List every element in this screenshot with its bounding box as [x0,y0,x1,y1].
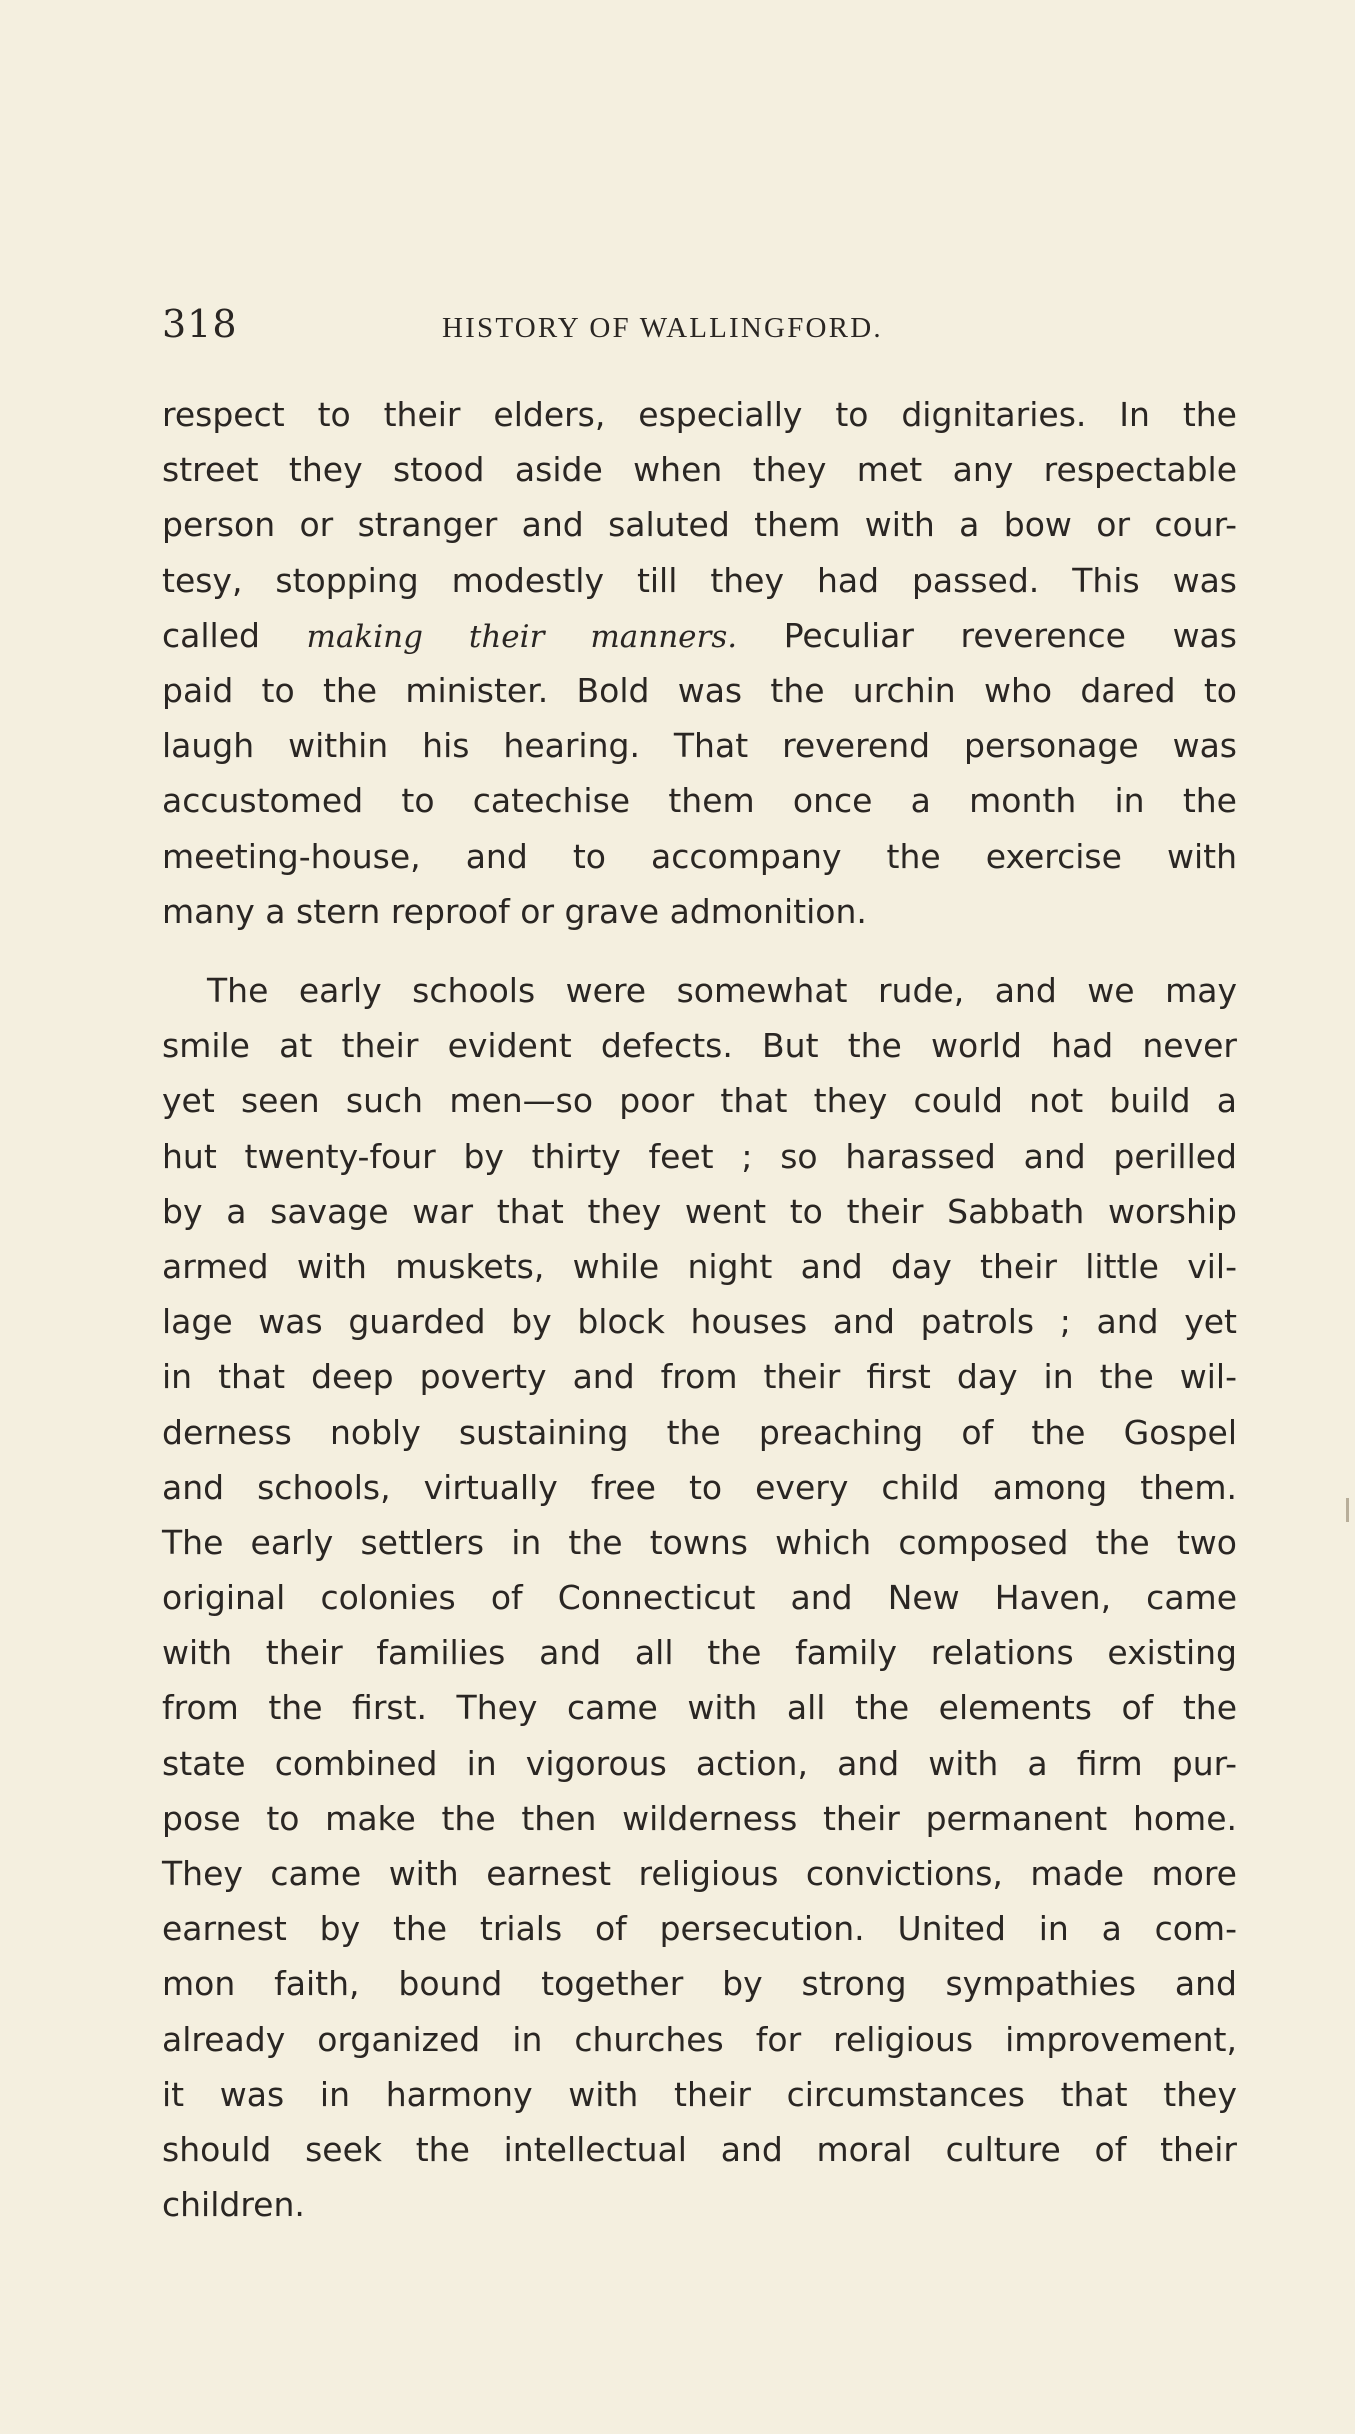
paragraph-2 [162,963,1237,2232]
text-line: earnest by the trials of persecution. United in a com- [162,1909,1237,1949]
text-fragment: called [162,615,260,655]
text-line: paid to the minister. Bold was the urchin who dared to [162,670,1237,710]
text-line: with their families and all the family relations existing [162,1633,1237,1673]
text-line: by a savage war that they went to their Sabbath worship [162,1191,1237,1231]
text-line: already organized in churches for religious improvement, [162,2019,1237,2059]
text-line: many a stern reproof or grave admonition. [162,891,867,931]
running-title: HISTORY OF WALLINGFORD. [442,312,883,344]
paragraph-1 [162,387,1237,939]
text-line: in that deep poverty and from their first day in the wil- [162,1357,1237,1397]
text-line: The early settlers in the towns which composed the two [162,1522,1237,1562]
text-line: street they stood aside when they met any respectable [162,450,1237,490]
text-line: laugh within his hearing. That reverend personage was [162,726,1237,766]
text-line: pose to make the then wilderness their permanent home. [162,1798,1237,1838]
text-line: lage was guarded by block houses and patrols ; and yet [162,1302,1237,1342]
text-line: original colonies of Connecticut and New Haven, came [162,1578,1237,1618]
text-fragment: Peculiar reverence was [783,615,1237,655]
text-line: derness nobly sustaining the preaching of the Gospel [162,1412,1237,1452]
text-line: hut twenty-four by thirty feet ; so harassed and perilled [162,1136,1237,1176]
running-head [162,300,1237,360]
page-number: 318 [162,302,238,346]
text-line: They came with earnest religious convictions, made more [162,1854,1237,1893]
text-line: it was in harmony with their circumstances that they [162,2074,1237,2114]
text-line: meeting-house, and to accompany the exercise with [162,836,1237,876]
text-line: state combined in vigorous action, and with a firm pur- [162,1743,1237,1783]
italic-phrase: making their manners. [306,618,738,655]
text-line-mixed [162,608,1237,663]
text-line: should seek the intellectual and moral culture of their [162,2129,1237,2169]
page-edge-mark [1346,1498,1349,1522]
text-line: The early schools were somewhat rude, and we may [207,971,1237,1010]
text-line: children. [162,2185,305,2225]
text-line: accustomed to catechise them once a month in the [162,781,1237,821]
text-line: mon faith, bound together by strong sympathies and [162,1964,1237,2004]
text-line: respect to their elders, especially to dignitaries. In the [162,395,1237,434]
text-line: person or stranger and saluted them with a bow or cour- [162,505,1237,545]
text-line: tesy, stopping modestly till they had passed. This was [162,560,1237,600]
text-line: armed with muskets, while night and day their little vil- [162,1246,1237,1286]
text-line: and schools, virtually free to every child among them. [162,1467,1237,1507]
text-line: yet seen such men—so poor that they could not build a [162,1081,1237,1121]
text-line: from the first. They came with all the elements of the [162,1688,1237,1728]
text-line: smile at their evident defects. But the world had never [162,1026,1237,1066]
